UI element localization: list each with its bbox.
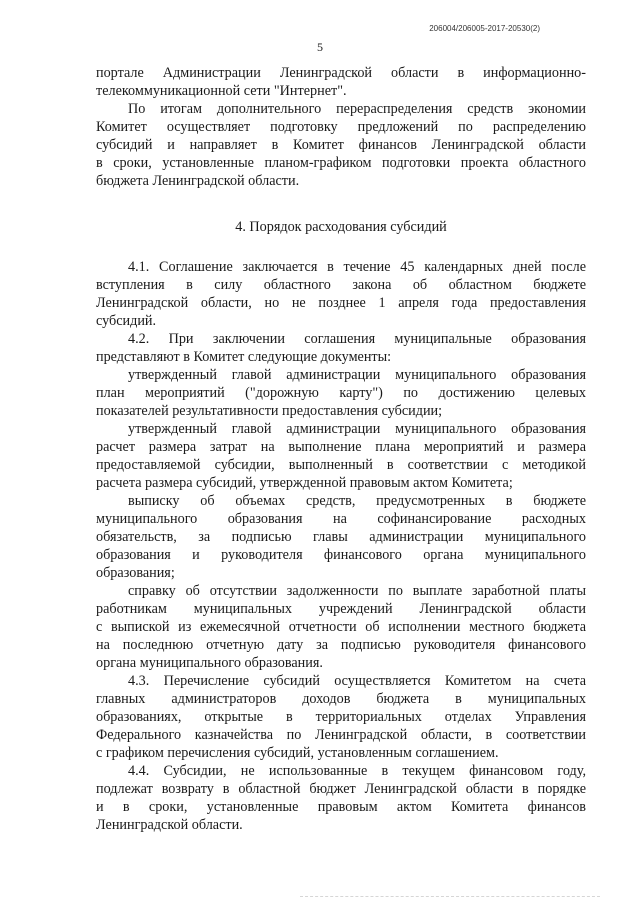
text-line: подлежат возврату в областной бюджет Ленинградской области в порядке [96, 781, 586, 797]
text-line: 4.2. При заключении соглашения муниципальные образования [128, 331, 586, 347]
text-line: расчет размера затрат на выполнение плана мероприятий и размера [96, 439, 586, 455]
text-line: порталe Администрации Ленинградской области в информационно- [96, 65, 586, 81]
text-line: выписку об объемах средств, предусмотренных в бюджете [128, 493, 586, 509]
paragraph [96, 582, 586, 672]
text-line: и в сроки, установленные правовым актом Комитета финансов [96, 799, 586, 815]
text-line: в сроки, установленные планом-графиком подготовки проекта областного [96, 155, 586, 171]
text-line: субсидий. [96, 313, 157, 329]
text-line: субсидий и направляет в Комитет финансов Ленинградской области [96, 137, 586, 153]
section-heading: 4. Порядок расходования субсидий [235, 219, 447, 235]
text-line: предоставляемой субсидии, выполненный в соответствии с методикой [96, 457, 586, 473]
text-line: образования; [96, 565, 175, 581]
text-line: Ленинградской области, но не позднее 1 апреля года предоставления [96, 295, 586, 311]
document-body [96, 64, 586, 834]
paragraph [96, 100, 586, 190]
text-line: Федерального казначейства по Ленинградской области, в соответствии [96, 727, 586, 743]
paragraph [96, 366, 586, 420]
text-line: 4.3. Перечисление субсидий осуществляется Комитетом на счета [128, 673, 586, 689]
text-line: телекоммуникационной сети "Интернет". [96, 83, 347, 99]
section-paragraphs [96, 258, 586, 834]
paragraph [96, 420, 586, 492]
text-line: с графиком перечисления субсидий, установленным соглашением. [96, 745, 499, 761]
document-code: 206004/206005-2017-20530(2) [429, 24, 540, 33]
intro-paragraphs [96, 64, 586, 190]
text-line: Комитет осуществляет подготовку предложений по распределению [96, 119, 586, 135]
paragraph [96, 330, 586, 366]
text-line: муниципального образования на софинансирование расходных [96, 511, 586, 527]
paragraph [96, 64, 586, 100]
text-line: 4.4. Субсидии, не использованные в текущем финансовом году, [128, 763, 586, 779]
text-line: расчета размера субсидий, утвержденной правовым актом Комитета; [96, 475, 513, 491]
text-line: 4.1. Соглашение заключается в течение 45 календарных дней после [128, 259, 586, 275]
text-line: образованиях, открытые в территориальных отделах Управления [96, 709, 586, 725]
text-line: представляют в Комитет следующие документы: [96, 349, 392, 365]
text-line: утвержденный главой администрации муниципального образования [128, 421, 586, 437]
text-line: с выпиской из ежемесячной отчетности об исполнении местного бюджета [96, 619, 586, 635]
paragraph [96, 492, 586, 582]
paragraph [96, 258, 586, 330]
paragraph [96, 762, 586, 834]
text-line: бюджета Ленинградской области. [96, 173, 300, 189]
text-line: показателей результативности предоставления субсидии; [96, 403, 443, 419]
text-line: органа муниципального образования. [96, 655, 323, 671]
text-line: образования и руководителя финансового органа муниципального [96, 547, 586, 563]
text-line: работникам муниципальных учреждений Ленинградской области [96, 601, 586, 617]
text-line: план мероприятий ("дорожную карту") по достижению целевых [96, 385, 586, 401]
text-line: Ленинградской области. [96, 817, 243, 833]
text-line: справку об отсутствии задолженности по выплате заработной платы [128, 583, 586, 599]
text-line: на последнюю отчетную дату за подписью руководителя финансового [96, 637, 586, 653]
text-line: главных администраторов доходов бюджета в муниципальных [96, 691, 586, 707]
page-number: 5 [317, 40, 323, 54]
text-line: утвержденный главой администрации муниципального образования [128, 367, 586, 383]
text-line: По итогам дополнительного перераспределения средств экономии [128, 101, 586, 117]
text-line: вступления в силу областного закона об областном бюджете [96, 277, 586, 293]
paragraph [96, 672, 586, 762]
footer-rule [300, 896, 600, 897]
text-line: обязательств, за подписью главы администрации муниципального [96, 529, 586, 545]
